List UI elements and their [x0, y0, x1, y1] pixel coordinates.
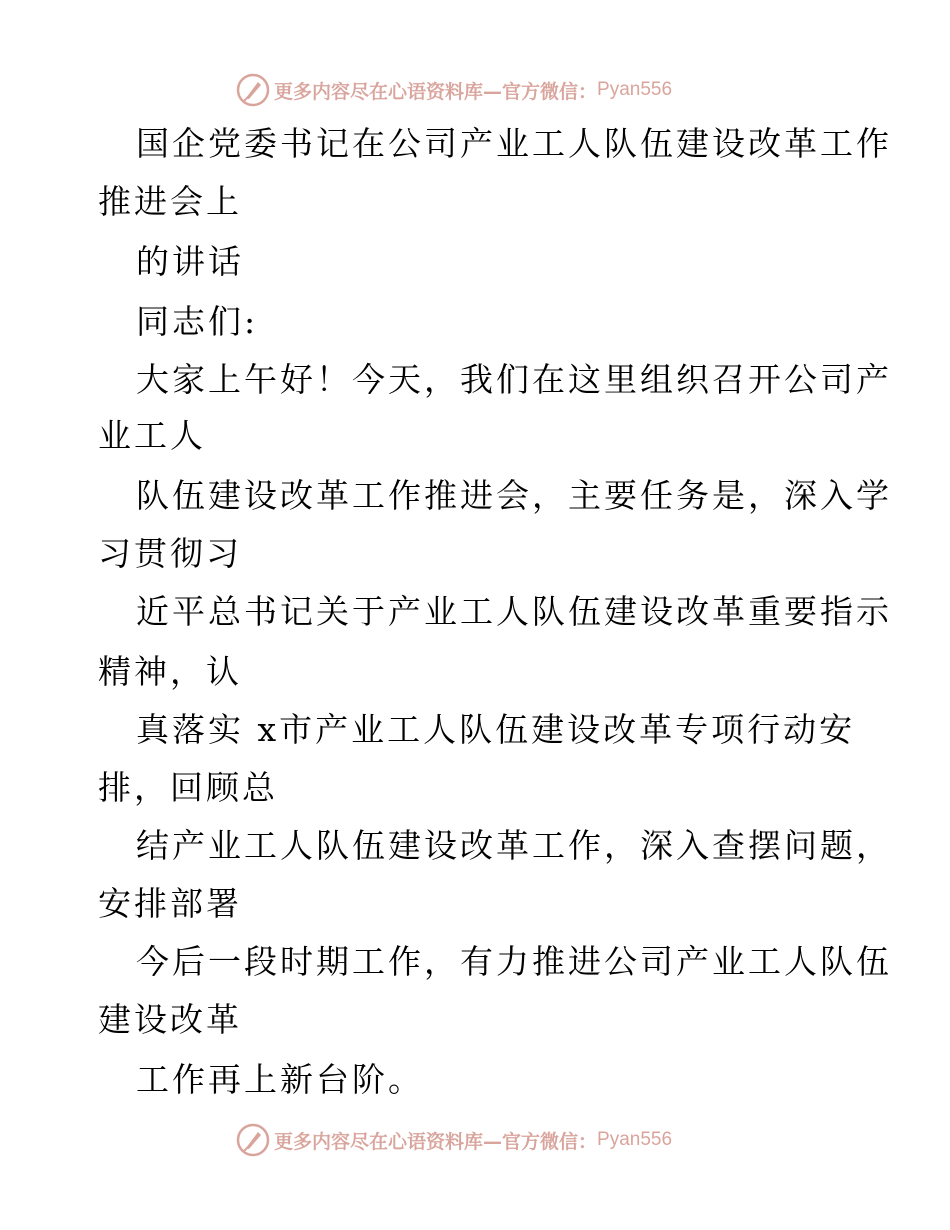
text-line: 习贯彻习	[98, 534, 242, 573]
text-line: 推进会上	[98, 182, 242, 221]
text-line: 近平总书记关于产业工人队伍建设改革重要指示	[136, 592, 892, 631]
text-line: 的讲话	[136, 242, 244, 281]
watermark-footer	[236, 1122, 672, 1158]
watermark-header	[236, 72, 672, 108]
text-line: 精神，认	[98, 652, 242, 691]
text-line: 结产业工人队伍建设改革工作，深入查摆问题，	[136, 826, 892, 865]
text-line: 工作再上新台阶。	[136, 1060, 424, 1099]
text-line: 国企党委书记在公司产业工人队伍建设改革工作	[136, 124, 892, 163]
text-line: 队伍建设改革工作推进会，主要任务是，深入学	[136, 476, 892, 515]
watermark-wechat-id: Pyan556	[597, 79, 673, 100]
text-line: 真落实 x市产业工人队伍建设改革专项行动安	[136, 710, 856, 749]
text-line: 排，回顾总	[98, 768, 278, 807]
text-line: 建设改革	[98, 1000, 242, 1039]
watermark-wechat-id: Pyan556	[597, 1129, 673, 1150]
feather-pen-logo-icon	[236, 1123, 270, 1157]
feather-pen-logo-icon	[236, 73, 270, 107]
text-line: 今后一段时期工作，有力推进公司产业工人队伍	[136, 942, 892, 981]
text-line: 安排部署	[98, 884, 242, 923]
text-line: 业工人	[98, 416, 206, 455]
text-line: 大家上午好！今天，我们在这里组织召开公司产	[136, 360, 892, 399]
watermark-text: 更多内容尽在心语资料库—官方微信：	[274, 1130, 598, 1153]
text-line: 同志们:	[136, 302, 259, 341]
watermark-text: 更多内容尽在心语资料库—官方微信：	[274, 80, 598, 103]
